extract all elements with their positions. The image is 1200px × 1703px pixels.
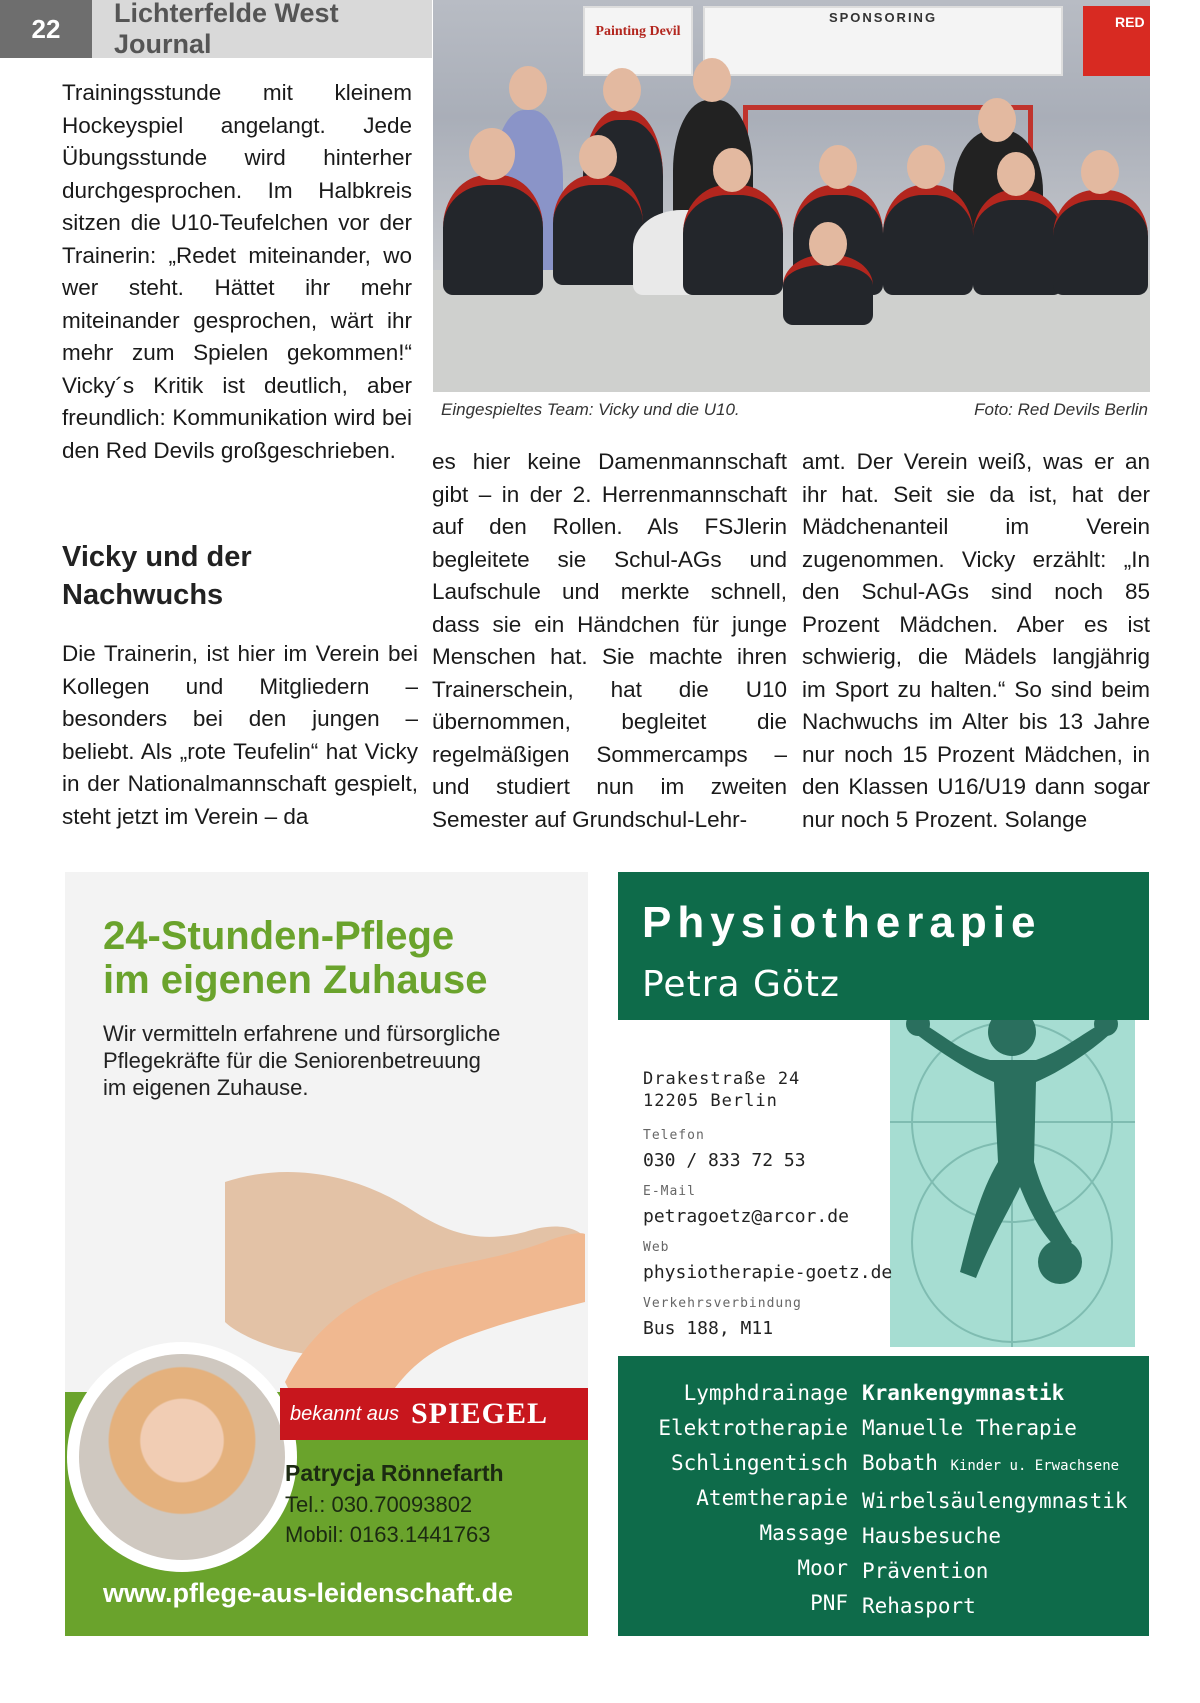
services-left-list [658, 1376, 848, 1621]
dancer-silhouette-icon [890, 972, 1135, 1347]
player-figure [883, 185, 973, 295]
player-head [907, 145, 945, 189]
ad-pflege-description [103, 1020, 573, 1101]
article-paragraph: Die Trainerin, ist hier im Verein bei Kollegen und Mitgliedern – besonders bei den jungen – beliebt. Als „rote Teufelin“ hat Vicky in der Nationalmannschaft gespielt, steht jetzt im Verein – da [62, 641, 418, 829]
article-paragraph: Trainingsstunde mit kleinem Hockeyspiel angelangt. Jede Übungsstunde wird hinterher durchgesprochen. Im Halbkreis sitzen die U10-Teufelchen vor der Trainerin: „Redet miteinander, wo wer steht. Hättet ihr mehr miteinander gesprochen, wärt ihr mehr zum Spielen gekommen!“ Vicky´s Kritik ist deutlich, aber freundlich: Kommunikation wird bei den Red Devils großgeschrieben. [62, 80, 412, 463]
address-city: 12205 Berlin [643, 1091, 778, 1111]
desc-line-1: Wir vermitteln erfahrene und fürsorgliche [103, 1021, 501, 1046]
article-column-1-bottom [62, 638, 418, 833]
sponsor-banner [583, 6, 693, 76]
title-line-2: im eigenen Zuhause [103, 958, 488, 1002]
article-paragraph: amt. Der Verein weiß, was er an ihr hat. Seit sie da ist, hat der Mädchenanteil im Verein zugenommen. Vicky erzählt: „In den Schul-AGs sind noch 85 Prozent Mädchen. Aber es ist schwierig, die Mädels langjährig im Sport zu halten.“ So sind beim Nachwuchs im Alter bis 13 Jahre nur noch 15 Prozent Mädchen, in den Klassen U16/U19 dann sogar nur noch 5 Prozent. Solange [802, 449, 1150, 832]
player-figure [683, 185, 783, 295]
photo-caption: Eingespieltes Team: Vicky und die U10. [441, 400, 740, 419]
player-figure [973, 190, 1063, 295]
desc-line-3: im eigenen Zuhause. [103, 1075, 309, 1100]
phone-label: Telefon [643, 1128, 705, 1143]
service-item: Schlingentisch [670, 1451, 848, 1475]
ad-physio [618, 872, 1149, 1636]
journal-title: Lichterfelde West Journal [92, 0, 432, 58]
service-item: Wirbelsäulengymnastik [862, 1489, 1128, 1513]
physio-address [643, 1068, 800, 1112]
service-item: Moor [797, 1556, 848, 1580]
player-figure [443, 175, 543, 295]
photo-credit: Foto: Red Devils Berlin [974, 400, 1148, 419]
sponsor-logo-text: Painting Devil [595, 24, 681, 39]
physio-name: Petra Götz [642, 964, 840, 1005]
contact-mobile: Mobil: 0163.1441763 [285, 1522, 491, 1547]
portrait-photo [79, 1354, 285, 1560]
player-head [978, 98, 1016, 142]
service-bobath-suffix: Kinder u. Erwachsene [950, 1458, 1120, 1474]
player-head [469, 128, 515, 180]
services-right-list [862, 1376, 1128, 1624]
transit-label: Verkehrsverbindung [643, 1296, 802, 1311]
service-item: Atemtherapie [696, 1486, 848, 1510]
article-subheading [62, 538, 402, 614]
sponsoring-label: SPONSORING [828, 10, 938, 25]
ad-pflege-title [103, 914, 488, 1002]
player-head [819, 145, 857, 189]
contact-phone: Tel.: 030.70093802 [285, 1492, 473, 1517]
sponsor-banner [1083, 6, 1150, 76]
service-item: Krankengymnastik [862, 1381, 1065, 1405]
phone-number: 030 / 833 72 53 [643, 1150, 806, 1171]
player-head [713, 148, 751, 192]
spiegel-logo: SPIEGEL [410, 1397, 549, 1430]
ad-pflege-url: www.pflege-aus-leidenschaft.de [103, 1578, 514, 1608]
physio-title: Physiotherapie [642, 898, 1042, 947]
service-bobath: Bobath [862, 1451, 938, 1475]
player-head [579, 135, 617, 179]
team-photo [433, 0, 1150, 392]
article-column-1-top [62, 77, 412, 467]
service-item: Elektrotherapie [658, 1416, 848, 1440]
sponsor-banner [703, 6, 1063, 76]
player-head [693, 58, 731, 102]
web-label: Web [643, 1240, 670, 1255]
service-item: PNF [810, 1591, 848, 1615]
page-number: 22 [0, 0, 92, 58]
player-head [1081, 150, 1119, 194]
email-address: petragoetz@arcor.de [643, 1206, 849, 1227]
player-head [509, 66, 547, 110]
service-item: Lymphdrainage [683, 1381, 848, 1405]
article-column-2 [432, 446, 787, 836]
holding-hands-image [225, 1122, 585, 1402]
article-paragraph: es hier keine Damenmannschaft gibt – in der 2. Herrenmannschaft auf den Rollen. Als FSJlerin begleitete sie Schul-AGs und Laufschule und merkte schnell, dass sie ein Händchen für junge Menschen hat. Sie machte ihren Trainerschein, hat die U10 übernommen, begleitet die regelmäßigen Sommercamps – und studiert nun im zweiten Semester auf Grundschul-Lehr- [432, 449, 787, 832]
email-label: E-Mail [643, 1184, 696, 1199]
subheading-line-2: Nachwuchs [62, 579, 224, 611]
service-item: Manuelle Therapie [862, 1416, 1077, 1440]
service-item: Hausbesuche [862, 1524, 1002, 1548]
web-address: physiotherapie-goetz.de [643, 1262, 893, 1283]
player-head [603, 68, 641, 112]
player-figure [553, 175, 643, 285]
physio-services [618, 1356, 1149, 1636]
service-item: Prävention [862, 1559, 989, 1583]
physio-figure-art [890, 972, 1135, 1347]
physio-header [618, 872, 1149, 1020]
subheading-line-1: Vicky und der [62, 541, 252, 573]
service-item: Massage [759, 1521, 848, 1545]
spiegel-badge [280, 1388, 588, 1440]
transit-lines: Bus 188, M11 [643, 1318, 774, 1339]
banner-text: RED [1115, 14, 1145, 30]
title-line-1: 24-Stunden-Pflege [103, 914, 455, 958]
desc-line-2: Pflegekräfte für die Seniorenbetreuung [103, 1048, 481, 1073]
player-head [809, 222, 847, 266]
address-street: Drakestraße 24 [643, 1069, 801, 1089]
service-item: Rehasport [862, 1594, 976, 1618]
service-item [862, 1446, 1128, 1484]
contact-name: Patrycja Rönnefarth [285, 1460, 504, 1486]
ad-pflege [65, 872, 588, 1636]
known-from-label: bekannt aus [290, 1402, 399, 1425]
player-head [997, 152, 1035, 196]
article-column-3 [802, 446, 1150, 836]
player-figure [1053, 190, 1148, 295]
